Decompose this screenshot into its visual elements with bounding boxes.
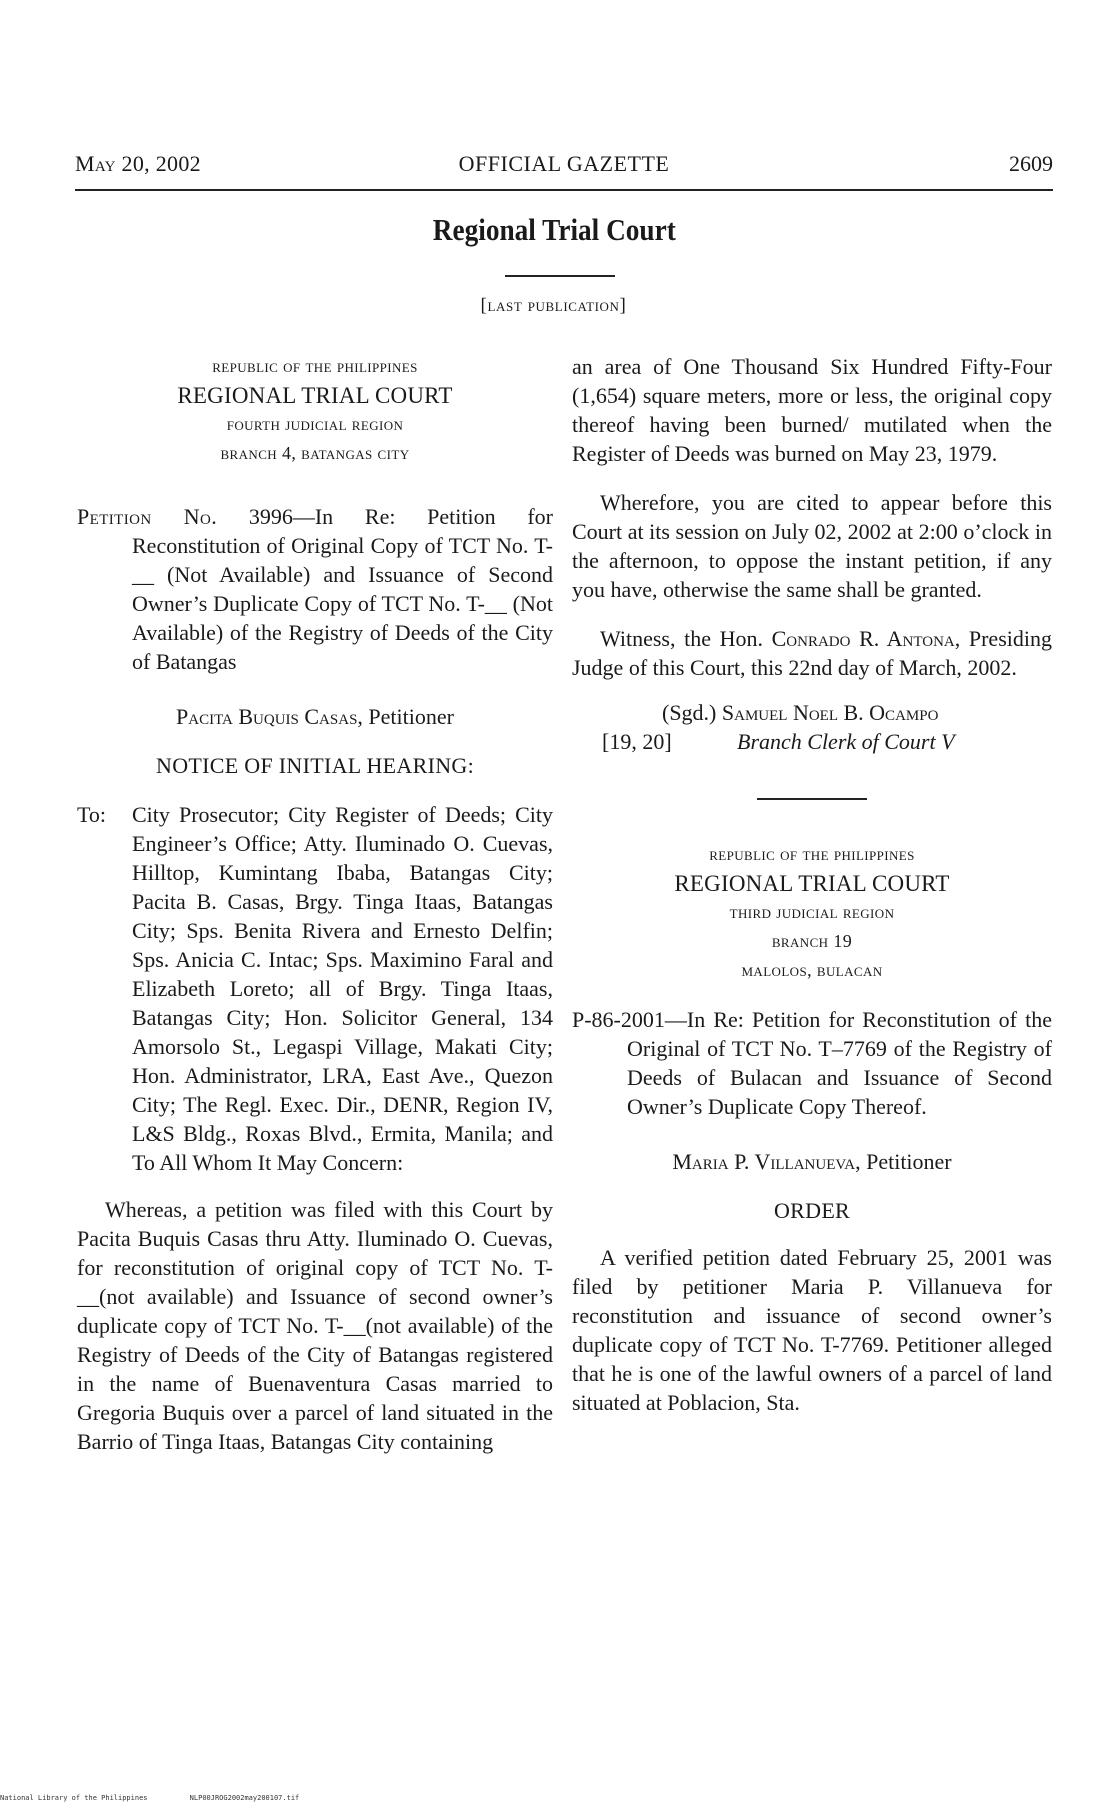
region-line: fourth judicial region — [226, 414, 404, 434]
witness-paragraph — [572, 624, 1052, 682]
wherefore-paragraph: Wherefore, you are cited to appear before this Court at its session on July 02, 2002 at 2:00 o’clock in the afternoon, to oppose the instant petition, if any you have, otherwise the same shall be granted. — [572, 490, 1052, 602]
signature-block — [572, 698, 1052, 756]
addressee-list: City Prosecutor; City Register of Deeds; City Engineer’s Office; Atty. Iluminado O. Cuevas, Hilltop, Kumintang Ibaba, Batangas City; Pacita B. Casas, Brgy. Tinga Itaas, Batangas City; Sps. Benita Rivera and Ernesto Delfin; Sps. Anicia C. Intac; Sps. Maximino Faral and Elizabeth Loreto; all of Brgy. Tinga Itaas, Batangas City; Hon. Solicitor General, 134 Amorsolo St., Legaspi Village, Makati City; Hon. Administrator, LRA, East Ave., Quezon City; The Regl. Exec. Dir., DENR, Region IV, L&S Bldg., Roxas Blvd., Ermita, Manila; and To All Whom It May Concern: — [132, 802, 553, 1175]
court-name-2: REGIONAL TRIAL COURT — [674, 871, 950, 896]
signatory-title: Branch Clerk of Court V — [737, 729, 955, 754]
addressees — [77, 800, 553, 1177]
court-heading-2 — [572, 840, 1052, 985]
petitioner-suffix-2: , Petitioner — [855, 1149, 952, 1174]
petition-text: 3996—In Re: Petition for Reconstitution of Original Copy of TCT No. T-__ (Not Available) and Issuance of Second Owner’s Duplicate Copy of TCT No. T-__ (Not Available) of the Registry of Deeds of the City of Batangas — [132, 504, 554, 674]
title-divider — [505, 275, 615, 277]
petitioner-line-2 — [572, 1147, 1052, 1176]
republic-line-2: republic of the philippines — [709, 844, 915, 864]
page-title: Regional Trial Court — [432, 212, 676, 247]
branch-line: branch 4, batangas city — [220, 443, 410, 463]
continuation-paragraph: an area of One Thousand Six Hundred Fifty-Four (1,654) square meters, more or less, the original copy thereof having been burned/ mutilated when the Register of Deeds was burned on May 23, 1979. — [572, 354, 1052, 466]
court-name: REGIONAL TRIAL COURT — [177, 383, 453, 408]
petition-caption — [77, 502, 553, 676]
source-label: National Library of the Philippines — [0, 1794, 148, 1802]
region-line-2: third judicial region — [729, 902, 895, 922]
signed-mark — [662, 698, 938, 727]
left-column — [77, 352, 553, 1456]
signatory-name: Samuel Noel B. Ocampo — [721, 700, 939, 725]
scan-footer — [0, 1794, 299, 1802]
to-label: To: — [77, 802, 107, 827]
city-line-2: malolos, bulacan — [741, 960, 883, 980]
witness-pre: Witness, the Hon. — [600, 626, 772, 651]
petitioner-suffix: , Petitioner — [357, 704, 454, 729]
order-paragraph: A verified petition dated February 25, 2001 was filed by petitioner Maria P. Villanueva for reconstitution and issuance of second owner’s duplicate copy of TCT No. T-7769. Petitioner alleged that he is one of the lawful owners of a parcel of land situated at Poblacion, Sta. — [572, 1245, 1052, 1415]
republic-line: republic of the philippines — [212, 356, 418, 376]
sgd-label: (Sgd.) — [662, 700, 717, 725]
whereas-paragraph: Whereas, a petition was filed with this Court by Pacita Buquis Casas thru Atty. Iluminado O. Cuevas, for reconstitution of original copy of TCT No. T-__(not available) and Issuance of second owner’s duplicate copy of TCT No. T-__(not available) of the Registry of Deeds of the City of Batangas registered in the name of Buenaventura Casas married to Gregoria Buquis over a parcel of land situated in the Barrio of Tinga Itaas, Batangas City containing — [77, 1197, 553, 1454]
section-divider — [757, 798, 867, 800]
header-divider — [75, 189, 1053, 191]
publication-name: OFFICIAL GAZETTE — [458, 151, 670, 176]
issue-reference: [19, 20] — [602, 729, 672, 754]
order-title: ORDER — [773, 1198, 851, 1223]
publication-note: [last publication] — [480, 295, 627, 316]
judge-name: Conrado R. Antona — [771, 626, 955, 651]
notice-title: NOTICE OF INITIAL HEARING: — [156, 753, 474, 778]
petition-label: Petition No. — [77, 504, 218, 529]
petitioner-line — [77, 702, 553, 731]
petition-caption-2: P-86-2001—In Re: Petition for Reconstitution of the Original of TCT No. T–7769 of the Registry of Deeds of Bulacan and Issuance of Second Owner’s Duplicate Copy Thereof. — [572, 1007, 1052, 1119]
branch-line-2: branch 19 — [771, 931, 853, 951]
petitioner-name-2: Maria P. Villanueva — [672, 1149, 856, 1174]
court-heading — [77, 352, 553, 468]
page-number: 2609 — [1009, 151, 1053, 176]
issue-date: May 20, 2002 — [75, 151, 201, 176]
petitioner-name: Pacita Buquis Casas — [176, 704, 358, 729]
file-id: NLP00JROG2002may200107.tif — [189, 1794, 300, 1802]
right-column — [572, 352, 1052, 1417]
witness-post: , Presiding Judge of this Court, this 22nd day of March, 2002. — [572, 626, 1052, 680]
